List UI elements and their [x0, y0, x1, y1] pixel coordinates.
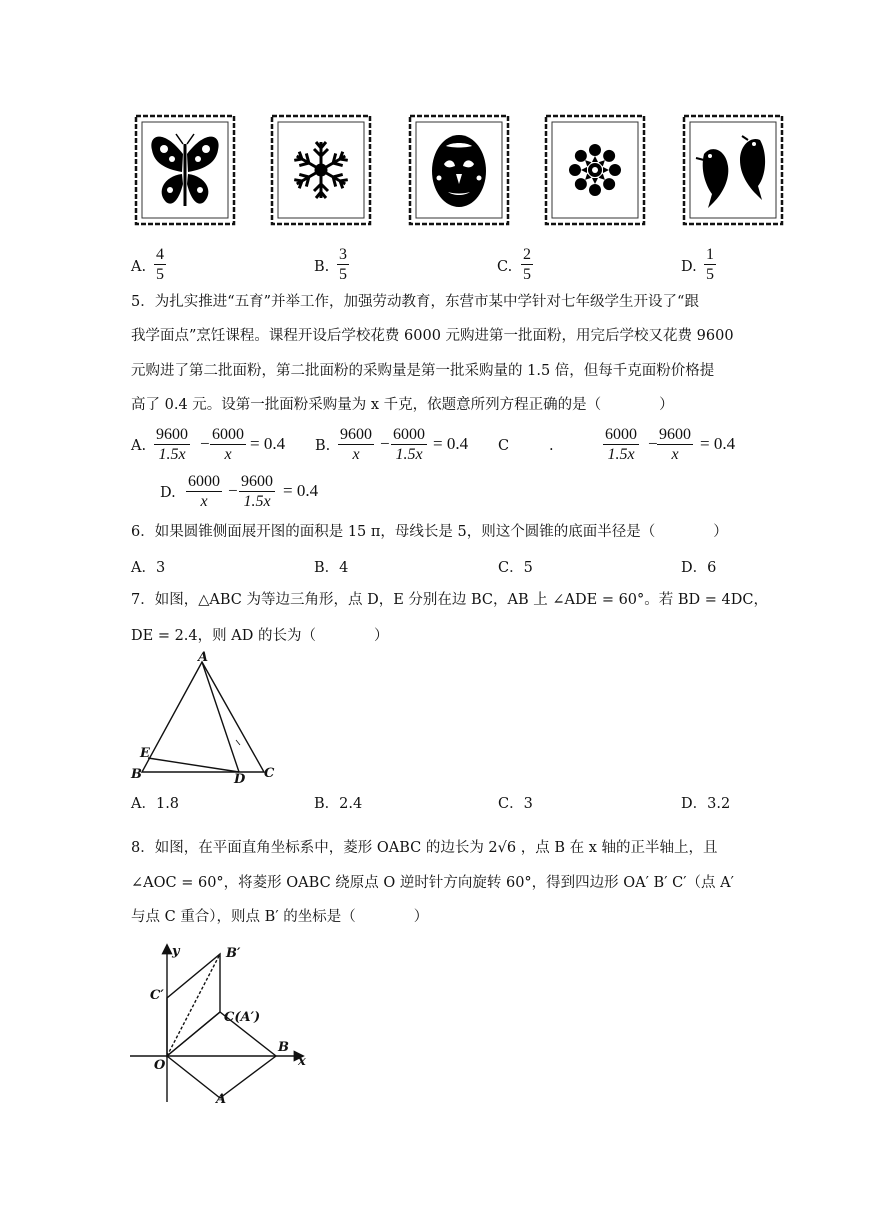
q5-option-d-rhs: = 0.4 [283, 481, 319, 500]
q5-text-line-4: 高了 0.4 元。设第一批面粉采购量为 x 千克，依题意所列方程正确的是（ ） [131, 397, 674, 413]
q6-option-a: A．3 [131, 560, 166, 576]
q5-option-a-frac2: $\frac{6000}{x}$ [212, 426, 244, 463]
flower-papercut-icon [544, 114, 646, 226]
q6-option-d: D．6 [681, 560, 717, 576]
snowflake-papercut-icon [270, 114, 372, 226]
q8-label-b-prime: B′ [226, 946, 241, 961]
q8-text-line-2: ∠AOC = 60°，将菱形 OABC 绕原点 O 逆时针方向旋转 60°，得到四边形 OA′ B′ C′（点 A′ [131, 875, 734, 891]
q7-option-b: B．2.4 [314, 796, 363, 812]
q5-text-line-2: 我学面点”烹饪课程。课程开设后学校花费 6000 元购进第一批面粉，用完后学校又花费 9600 [131, 328, 734, 344]
q5-option-d-letter: D. [160, 485, 176, 501]
q4-option-c-fraction: $\frac{2}{5}$ [523, 246, 531, 283]
q5-option-b-letter: B. [315, 438, 331, 454]
q8-label-c-a-prime: C(A′) [224, 1010, 261, 1025]
q8-label-y: y [172, 944, 180, 959]
q5-option-c-frac1: $\frac{6000}{1.5x}$ [605, 426, 637, 463]
q7-label-c: C [264, 766, 275, 781]
q5-option-d-frac2: $\frac{9600}{1.5x}$ [241, 473, 273, 510]
q5-text-line-1: 5．为扎实推进“五育”并举工作，加强劳动教育，东营市某中学针对七年级学生开设了“跟 [131, 294, 699, 310]
q8-coordinate-figure [130, 942, 315, 1110]
q8-text-line-1: 8．如图，在平面直角坐标系中，菱形 OABC 的边长为 2√6 ，点 B 在 x 轴的正半轴上，且 [131, 840, 718, 856]
q8-label-o: O [154, 1058, 166, 1073]
q8-label-x: x [298, 1054, 306, 1069]
opera-mask-papercut-icon [408, 114, 510, 226]
q6-text: 6．如果圆锥侧面展开图的面积是 15 π，母线长是 5，则这个圆锥的底面半径是（ ） [131, 524, 728, 540]
q7-option-a: A．1.8 [131, 796, 180, 812]
q4-option-a-fraction: $\frac{4}{5}$ [156, 246, 164, 283]
q7-option-c: C．3 [498, 796, 533, 812]
q5-option-c-letter: C [498, 438, 510, 454]
q4-option-b-letter: B. [314, 259, 330, 275]
butterfly-papercut-icon [134, 114, 236, 226]
q7-option-d: D．3.2 [681, 796, 731, 812]
q7-triangle-figure [128, 652, 278, 788]
q6-option-b: B．4 [314, 560, 349, 576]
q5-option-c-frac2: $\frac{9600}{x}$ [659, 426, 691, 463]
q8-label-c-prime: C′ [150, 988, 164, 1003]
q4-option-d-fraction: $\frac{1}{5}$ [706, 246, 714, 283]
q5-option-c-rhs: = 0.4 [700, 434, 736, 453]
q5-option-d-frac1: $\frac{6000}{x}$ [188, 473, 220, 510]
q7-label-e: E [140, 746, 150, 761]
q8-label-a: A [216, 1092, 227, 1107]
q4-option-a-letter: A. [131, 259, 147, 275]
q6-option-c: C．5 [498, 560, 533, 576]
q5-option-b-frac2: $\frac{6000}{1.5x}$ [393, 426, 425, 463]
q4-option-d-letter: D. [681, 259, 697, 275]
q4-option-c-letter: C. [497, 259, 513, 275]
q5-option-a-frac1: $\frac{9600}{1.5x}$ [156, 426, 188, 463]
q5-option-d-minus: − [228, 481, 238, 500]
q7-label-b: B [131, 767, 142, 782]
q4-option-b-fraction: $\frac{3}{5}$ [339, 246, 347, 283]
q5-option-b-frac1: $\frac{9600}{x}$ [340, 426, 372, 463]
q5-option-a-minus: − [200, 434, 210, 453]
q8-text-line-3: 与点 C 重合），则点 B′ 的坐标是（ ） [131, 909, 429, 925]
q7-text-line-1: 7．如图，△ABC 为等边三角形，点 D，E 分别在边 BC，AB 上 ∠ADE = 60°。若 BD = 4DC， [131, 592, 768, 608]
q5-option-b-minus: − [380, 434, 390, 453]
q5-option-b-rhs: = 0.4 [433, 434, 469, 453]
q5-option-a-letter: A. [131, 438, 147, 454]
fish-papercut-icon [682, 114, 784, 226]
q5-option-c-dot: . [549, 438, 554, 454]
q5-option-a-rhs: = 0.4 [250, 434, 286, 453]
q7-text-line-2: DE = 2.4，则 AD 的长为（ ） [131, 628, 389, 644]
q5-text-line-3: 元购进了第二批面粉，第二批面粉的采购量是第一批采购量的 1.5 倍，但每千克面粉价格提 [131, 363, 715, 379]
q7-label-a: A [198, 650, 209, 665]
q7-label-d: D [234, 772, 246, 787]
q5-option-c-minus: − [648, 434, 658, 453]
q8-label-b: B [278, 1040, 289, 1055]
